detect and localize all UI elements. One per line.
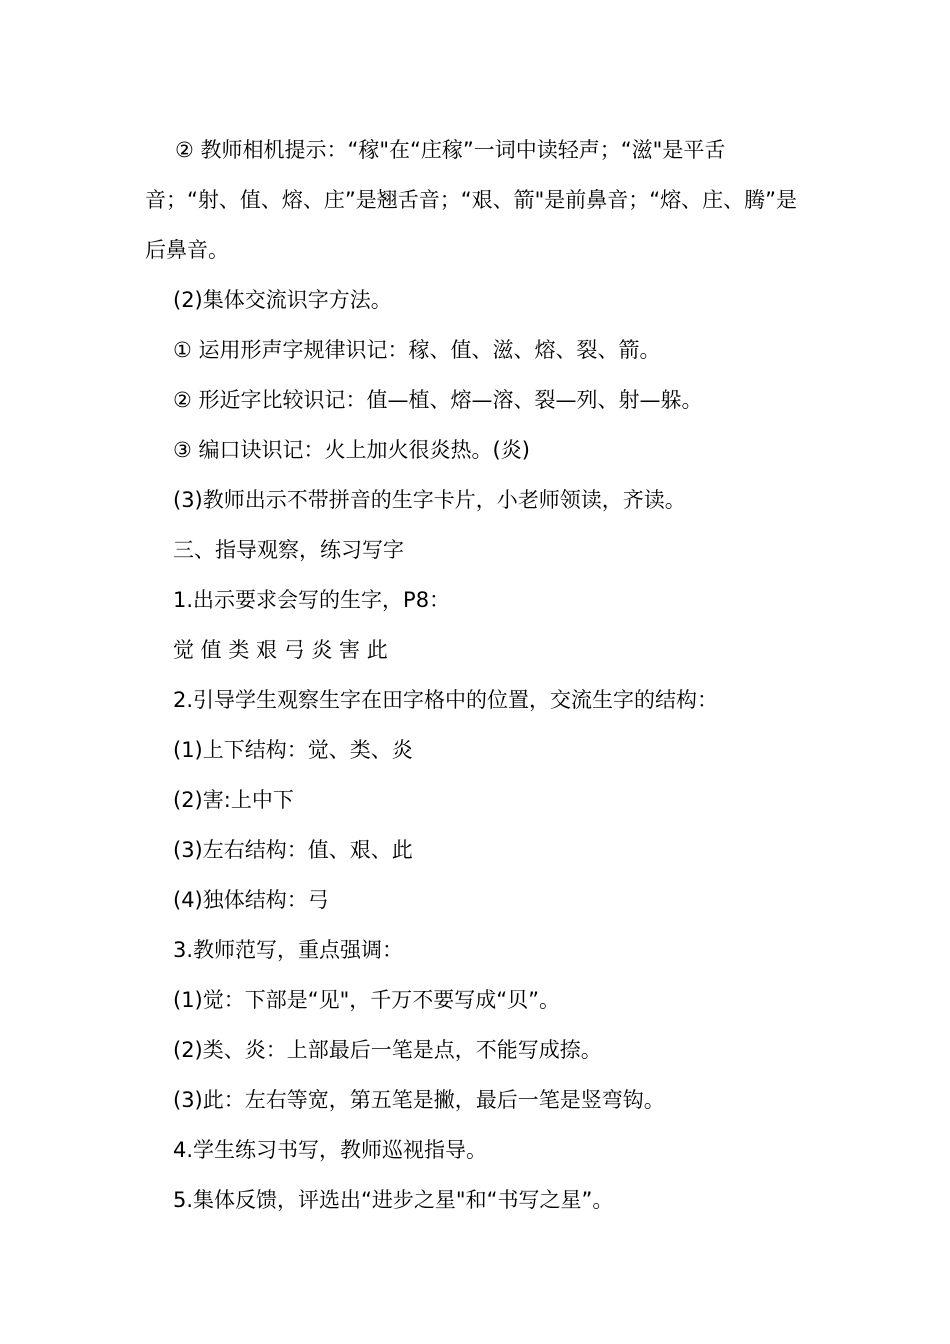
paragraph-3: ① 运用形声字规律识记：稼、值、滋、熔、裂、箭。 — [173, 338, 661, 362]
paragraph-18: (3)此：左右等宽，第五笔是撇，最后一笔是竖弯钩。 — [173, 1088, 665, 1112]
paragraph-17: (2)类、炎：上部最后一笔是点，不能写成捺。 — [173, 1038, 602, 1062]
paragraph-teacher-hint: ② 教师相机提示：“稼"在“庄稼”一词中读轻声；“滋"是平舌音；“射、值、熔、庄”是翘舌音；“艰、箭"是前鼻音；“熔、庄、腾”是后鼻音。 — [145, 138, 798, 262]
paragraph-10: 2.引导学生观察生字在田字格中的位置，交流生字的结构： — [173, 688, 719, 712]
paragraph-5: ③ 编口诀识记：火上加火很炎热。(炎) — [173, 438, 530, 462]
section-heading-3: 三、指导观察，练习写字 — [173, 538, 404, 562]
paragraph-8: 1.出示要求会写的生字，P8： — [173, 588, 451, 612]
character-list: 觉 值 类 艰 弓 炎 害 此 — [173, 638, 388, 662]
paragraph-14: (4)独体结构：弓 — [173, 888, 329, 912]
paragraph-20: 5.集体反馈，评选出“进步之星"和“书写之星”。 — [173, 1188, 614, 1212]
paragraph-6: (3)教师出示不带拼音的生字卡片，小老师领读，齐读。 — [173, 488, 686, 512]
paragraph-4: ② 形近字比较识记：值—植、熔—溶、裂—列、射—躲。 — [173, 388, 703, 412]
paragraph-13: (3)左右结构：值、艰、此 — [173, 838, 413, 862]
paragraph-12: (2)害:上中下 — [173, 788, 294, 812]
paragraph-19: 4.学生练习书写，教师巡视指导。 — [173, 1138, 488, 1162]
paragraph-15: 3.教师范写，重点强调： — [173, 938, 404, 962]
paragraph-11: (1)上下结构：觉、类、炎 — [173, 738, 413, 762]
paragraph-2: (2)集体交流识字方法。 — [173, 288, 392, 312]
paragraph-16: (1)觉：下部是“见"，千万不要写成“贝”。 — [173, 988, 561, 1012]
